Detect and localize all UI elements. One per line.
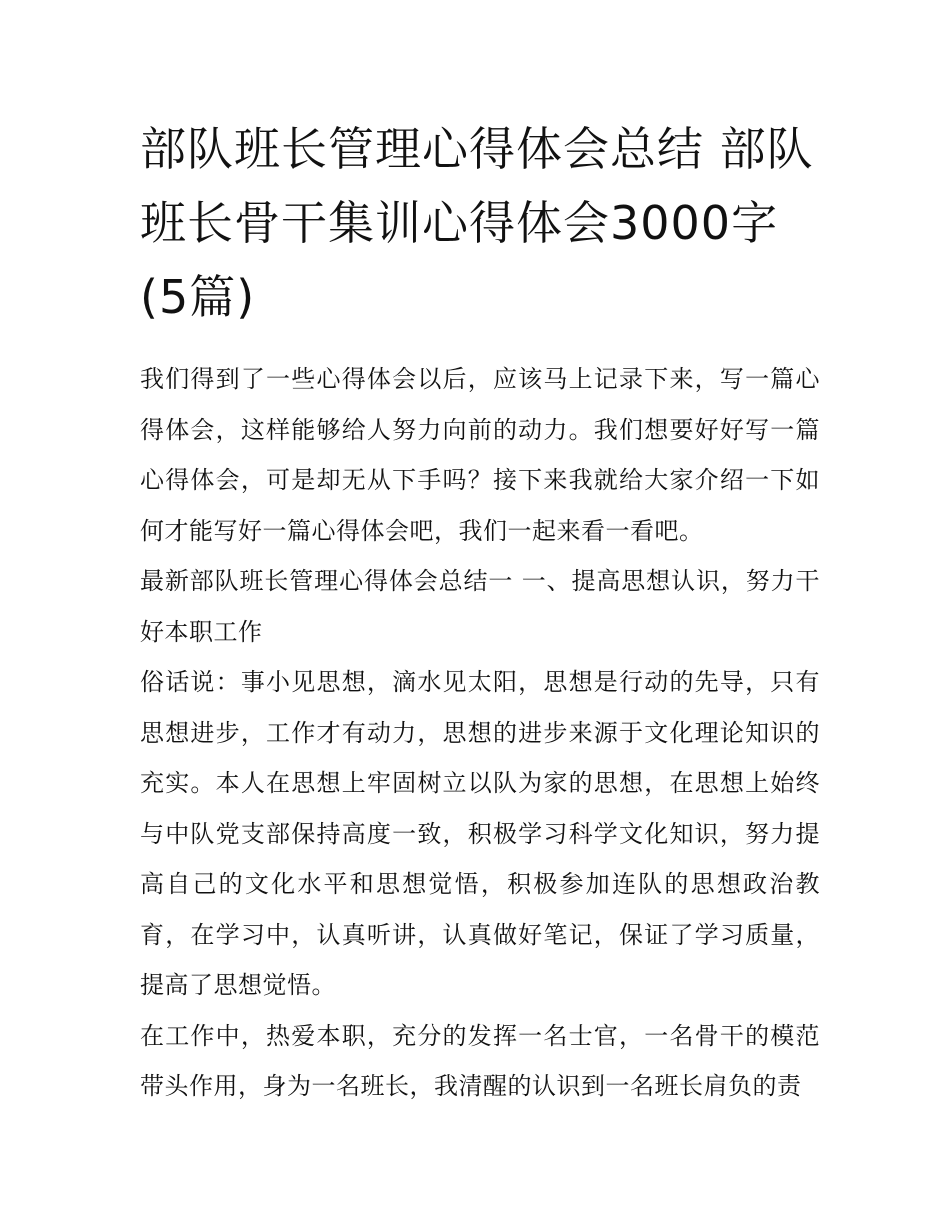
document-body [140, 354, 820, 1112]
paragraph-intro: 我们得到了一些心得体会以后，应该马上记录下来，写一篇心得体会，这样能够给人努力向前的动力。我们想要好好写一篇心得体会，可是却无从下手吗？接下来我就给大家介绍一下如何才能写好一篇心得体会吧，我们一起来看一看吧。 [140, 365, 820, 545]
paragraph-work: 在工作中，热爱本职，充分的发挥一名士官，一名骨干的模范带头作用，身为一名班长，我清醒的认识到一名班长肩负的责 [140, 1021, 820, 1100]
paragraph-thought: 俗话说：事小见思想，滴水见太阳，思想是行动的先导，只有思想进步，工作才有动力，思想的进步来源于文化理论知识的充实。本人在思想上牢固树立以队为家的思想，在思想上始终与中队党支部保持高度一致，积极学习科学文化知识，努力提高自己的文化水平和思想觉悟，积极参加连队的思想政治教育，在学习中，认真听讲，认真做好笔记，保证了学习质量，提高了思想觉悟。 [140, 668, 820, 999]
document-title: 部队班长管理心得体会总结 部队班长骨干集训心得体会3000字(5篇) [140, 122, 814, 324]
paragraph-section-heading: 最新部队班长管理心得体会总结一 一、提高思想认识，努力干好本职工作 [140, 567, 820, 646]
